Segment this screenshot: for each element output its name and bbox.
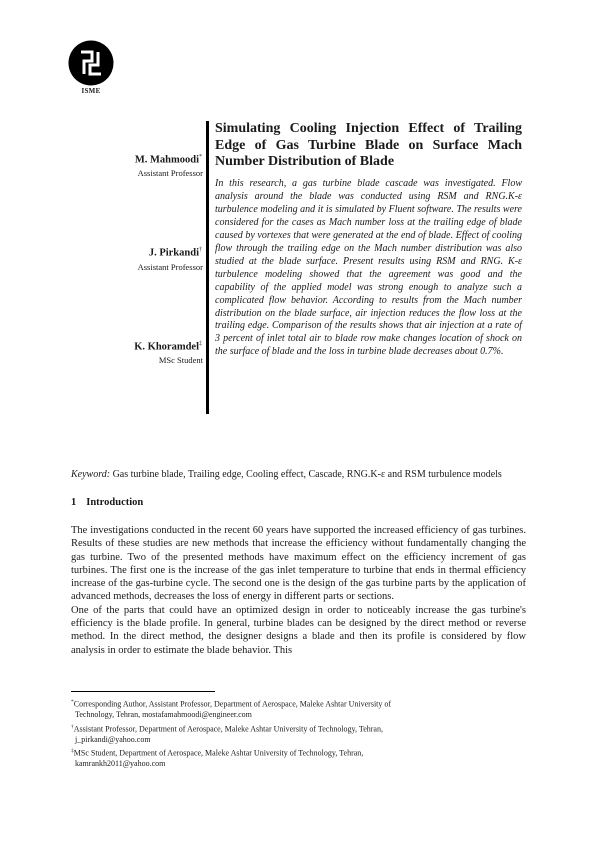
body-paragraph: The investigations conducted in the recent 60 years have supported the increased efficiency of gas turbines. Results of these studies are new methods that increase the efficiency without fundamentally changing the gas turbine. Two of the presented methods have maximum effect on the efficiency increment of gas turbines. The first one is the increase of the gas inlet temperature to turbine that ends in thermal efficiency increase of the gas-turbine cycle. The second one is the design of the gas turbine parts by the application of advanced methods, decreases the loss of energy in different parts or sections. xyxy=(71,525,526,603)
keywords xyxy=(71,468,526,481)
body-text xyxy=(71,524,526,657)
footnote: †Assistant Professor, Department of Aerospace, Maleke Ashtar University of Technology, Tehran, j_pirkandi@yahoo.com xyxy=(71,723,383,744)
section-title: Introduction xyxy=(86,497,144,508)
footnote: ‡MSc Student, Department of Aerospace, Maleke Ashtar University of Technology, Tehran, kamrankh2011@yahoo.com xyxy=(71,748,364,769)
keywords-label: Keyword: xyxy=(71,469,111,480)
author-role: MSc Student xyxy=(158,355,203,365)
keywords-text: Gas turbine blade, Trailing edge, Cooling effect, Cascade, RNG.K-ε and RSM turbulence models xyxy=(112,469,502,480)
body-paragraph: One of the parts that could have an optimized design in order to noticeably increase the gas turbine's efficiency is the blade profile. In general, turbine blades can be designed by the direct method or reverse method. In the direct method, the designer designs a blade and then its profile is considered by flow analysis in order to estimate the blade behavior. This xyxy=(71,604,526,656)
abstract: In this research, a gas turbine blade cascade was investigated. Flow analysis around the blade was conducted using RSM and RNG.K-ε turbulence modeling and it is simulated by Fluent software. The results were considered for the cases as Mach number loss at the trailing edge of blade caused by vortexes that were generated at the end of blade. Effect of cooling flow through the trailing edge on the Mach number distribution was also studied at the blade surface. Present results using RSM and RNG. K-ε turbulence modeling showed that the agreement was good and the capability of the applied model was strong enough to analyze such a complicated flow behavior. According to results from the Mach number distribution on the blade surface, air injection reduces the flow loss at the trailing edge. Comparison of the results shows that air injection at a rate of 3 percent of inlet total air to blade row make changes location of shock on the surface of blade and the loss in turbine blade decreases about 0.7%. xyxy=(215,178,522,358)
footnotes xyxy=(71,697,526,771)
section-heading xyxy=(71,497,143,508)
logo-text: ISME xyxy=(81,87,101,95)
section-number: 1 xyxy=(71,497,77,508)
author-name: J. Pirkandi† xyxy=(148,247,202,259)
author-name: M. Mahmoodi* xyxy=(134,154,202,166)
paper-title: Simulating Cooling Injection Effect of Trailing Edge of Gas Turbine Blade on Surface Mach Number Distribution of Blade xyxy=(215,121,522,169)
author-role: Assistant Professor xyxy=(137,168,203,178)
isme-logo-icon xyxy=(68,40,114,86)
footnote: *Corresponding Author, Assistant Professor, Department of Aerospace, Maleke Ashtar University of Technology, Tehran, mostafamahmoodi@engineer.com xyxy=(71,699,392,720)
title-rule xyxy=(206,121,209,414)
author-name: K. Khoramdel‡ xyxy=(134,341,202,353)
author-role: Assistant Professor xyxy=(137,262,203,272)
footnote-rule xyxy=(71,691,215,692)
